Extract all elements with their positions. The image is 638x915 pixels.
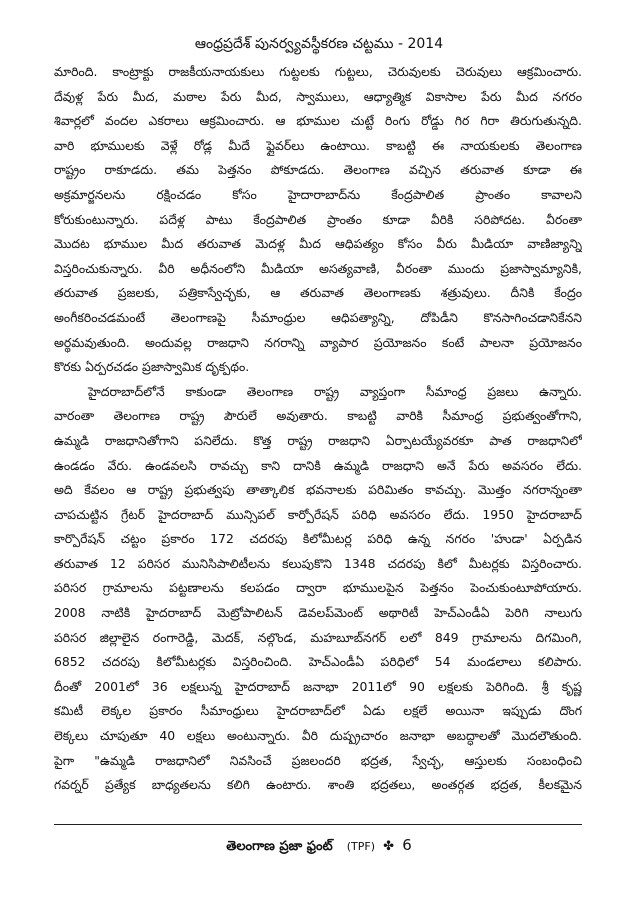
page-number: 6 bbox=[402, 836, 412, 854]
text-line: లెక్కలు చూపుతూ 40 లక్షలు అంటున్నారు. వీరి దుష్ప్రచారం జనాభా అబద్ధాలతో మొదలౌతుంది. bbox=[54, 728, 582, 744]
text-line: అక్రమార్జనలను రక్షించడం కోసం హైదారాబాద్‌ను కేంద్రపాలిత ప్రాంతం కావాలని bbox=[54, 186, 582, 202]
text-line: హైదరాబాద్‌లోనే కాకుండా తెలంగాణ రాష్ట్ర వ్యాప్తంగా సీమాంధ్ర ప్రజలు ఉన్నారు. bbox=[88, 383, 582, 399]
text-line: వారంతా తెలంగాణ రాష్ట్ర పౌరులే అవుతారు. కాబట్టి వారికి సీమాంధ్ర ప్రభుత్వంతోగాని, bbox=[54, 408, 582, 424]
text-line: కార్పొరేషన్ చట్టం ప్రకారం 172 చదరపు కిలోమీటర్ల పరిధి ఉన్న నగరం 'హుడా' ఏర్పడిన bbox=[54, 531, 582, 547]
text-line: మారింది. కాంట్రాక్టు రాజకీయనాయకులు గుట్టలకు గుట్టలు, చెరువులకు చెరువులు ఆక్రమించారు. bbox=[54, 64, 582, 79]
footer-publication: తెలంగాణ ప్రజా ఫ్రంట్ bbox=[226, 839, 333, 854]
text-line: ఉమ్మడి రాజధానితోగాని పనిలేదు. కొత్త రాష్ట్ర రాజధాని ఏర్పాటయ్యేవరకూ పాత రాజధానిలో bbox=[54, 432, 582, 448]
text-line: అర్థమవుతుంది. అందువల్ల రాజధాని నగరాన్ని వ్యాపార ప్రయోజనం కంటే పాలనా ప్రయోజనం bbox=[54, 334, 582, 350]
footer-separator-icon: ✤ bbox=[383, 839, 395, 854]
text-line: తరువాత ప్రజలకు, పత్రికాస్వేచ్ఛకు, ఆ తరువాత తెలంగాణకు శత్రువులు. దీనికి కేంద్రం bbox=[54, 285, 582, 301]
text-line: రాష్ట్రం రాకూడదు. తమ పెత్తనం పోకూడదు. తెలంగాణ వచ్చిన తరువాత కూడా ఈ bbox=[54, 162, 582, 178]
text-line: చాపచుట్టిన గ్రేటర్ హైదరాబాద్ మున్సిపల్ కార్పోరేషన్ పరిధి అవసరం లేదు. 1950 హైదరాబాద్ bbox=[54, 506, 582, 522]
text-line: అది కేవలం ఆ రాష్ట్ర ప్రభుత్వపు తాత్కాలిక భవనాలకు పరిమితం కావచ్చు. మొత్తం నగరాన్నంతా bbox=[54, 482, 582, 498]
footer-abbreviation: (TPF) bbox=[346, 840, 376, 853]
page-footer bbox=[0, 835, 638, 857]
page-header bbox=[0, 34, 638, 54]
paragraph bbox=[54, 60, 582, 380]
text-line: వారి భూములకు వెళ్లే రోడ్ల మీదే ఫ్లైవర్‌లు ఉంటాయి. కాబట్టి ఈ నాయకులకు తెలంగాణ bbox=[54, 137, 582, 153]
text-line: తరువాత 12 పరిసర మునిసిపాలిటీలను కలుపుకొని 1348 చదరపు కిలో మీటర్లకు విస్తరించారు. bbox=[54, 555, 582, 571]
paragraph bbox=[54, 380, 582, 798]
footer-rule bbox=[54, 824, 582, 825]
text-line: 2008 నాటికి హైదరాబాద్ మెట్రోపాలిటన్ డెవలప్‌మెంట్ అథారిటీ హెచ్ఎండీఏ పెరిగి నాలుగు bbox=[54, 605, 582, 621]
text-line: 6852 చదరపు కిలోమీటర్లకు విస్తరించింది. హెచ్ఎండీఏ పరిధిలో 54 మండలాలు కలిపారు. bbox=[54, 654, 582, 670]
text-line: గవర్నర్ ప్రత్యేక బాధ్యతలను కలిగి ఉంటారు. శాంతి భద్రతలు, అంతర్గత భద్రత, కీలకమైన bbox=[54, 777, 582, 793]
text-line: కొరకు ఏర్పరచడం ప్రజాస్వామిక దృక్పథం. bbox=[54, 359, 250, 375]
text-line: కమిటీ లెక్కల ప్రకారం సీమాంధ్రులు హైదరాబాద్‌లో ఏడు లక్షలే అయినా ఇప్పుడు దొంగ bbox=[54, 703, 582, 719]
text-line: విస్తరించుకున్నారు. వీరి అధీనంలోని మీడియా అసత్యవాణి, వీరంతా ముందు ప్రజాస్వామ్యానికి, bbox=[54, 260, 582, 276]
text-line: పరిసర జిల్లాలైన రంగారెడ్డి, మెదక్, నల్గొండ, మహబూబ్‌నగర్ లలో 849 గ్రామాలను దిగమింగి, bbox=[54, 629, 582, 645]
header-title: ఆంధ్రప్రదేశ్ పునర్వ్యవస్థీకరణ చట్టము - 2014 bbox=[194, 36, 444, 52]
text-line: దీంతో 2001లో 36 లక్షలున్న హైదరాబాద్ జనాభా 2011లో 90 లక్షలకు పెరిగింది. శ్రీ కృష్ణ bbox=[54, 678, 582, 694]
text-line: ఉండడం వేరు. ఉండవలసి రావచ్చు కాని దానికి ఉమ్మడి రాజధాని అనే పేరు అవసరం లేదు. bbox=[54, 457, 582, 473]
text-line: దేవుళ్ల పేరు మీద, మఠాల పేరు మీద, స్వాములు, ఆధ్యాత్మిక వికాసాల పేరు మీద నగరం bbox=[54, 88, 582, 104]
text-line: శివార్లలో వందల ఎకరాలు ఆక్రమించారు. ఆ భూముల చుట్టే రింగు రోడ్డు గిర గిరా తిరుగుతున్నది. bbox=[54, 113, 582, 129]
text-line: మొదట భూముల మీద తరువాత మెదళ్ల మీద ఆధిపత్యం కోసం వీరు మీడియా వాణిజ్యాన్ని bbox=[54, 236, 582, 252]
text-line: పైగా "ఉమ్మడి రాజధానిలో నివసించే ప్రజలందరి భద్రత, స్వేచ్ఛ, ఆస్తులకు సంబంధించి bbox=[54, 752, 582, 768]
text-line: అంగీకరించడమంటే తెలంగాణపై సీమాంధ్రుల ఆధిపత్యాన్ని, దోపిడీని కొనసాగించడానికేనని bbox=[54, 309, 582, 325]
text-line: పరిసర గ్రామాలను పట్టణాలను కలపడం ద్వారా భూములపైన పెత్తనం పెంచుకుంటూపోయారు. bbox=[54, 580, 582, 596]
text-line: కోరుకుంటున్నారు. పదేళ్ల పాటు కేంద్రపాలిత ప్రాంతం కూడా వీరికి సరిపోదట. వీరంతా bbox=[54, 211, 582, 227]
body-text bbox=[54, 60, 582, 798]
